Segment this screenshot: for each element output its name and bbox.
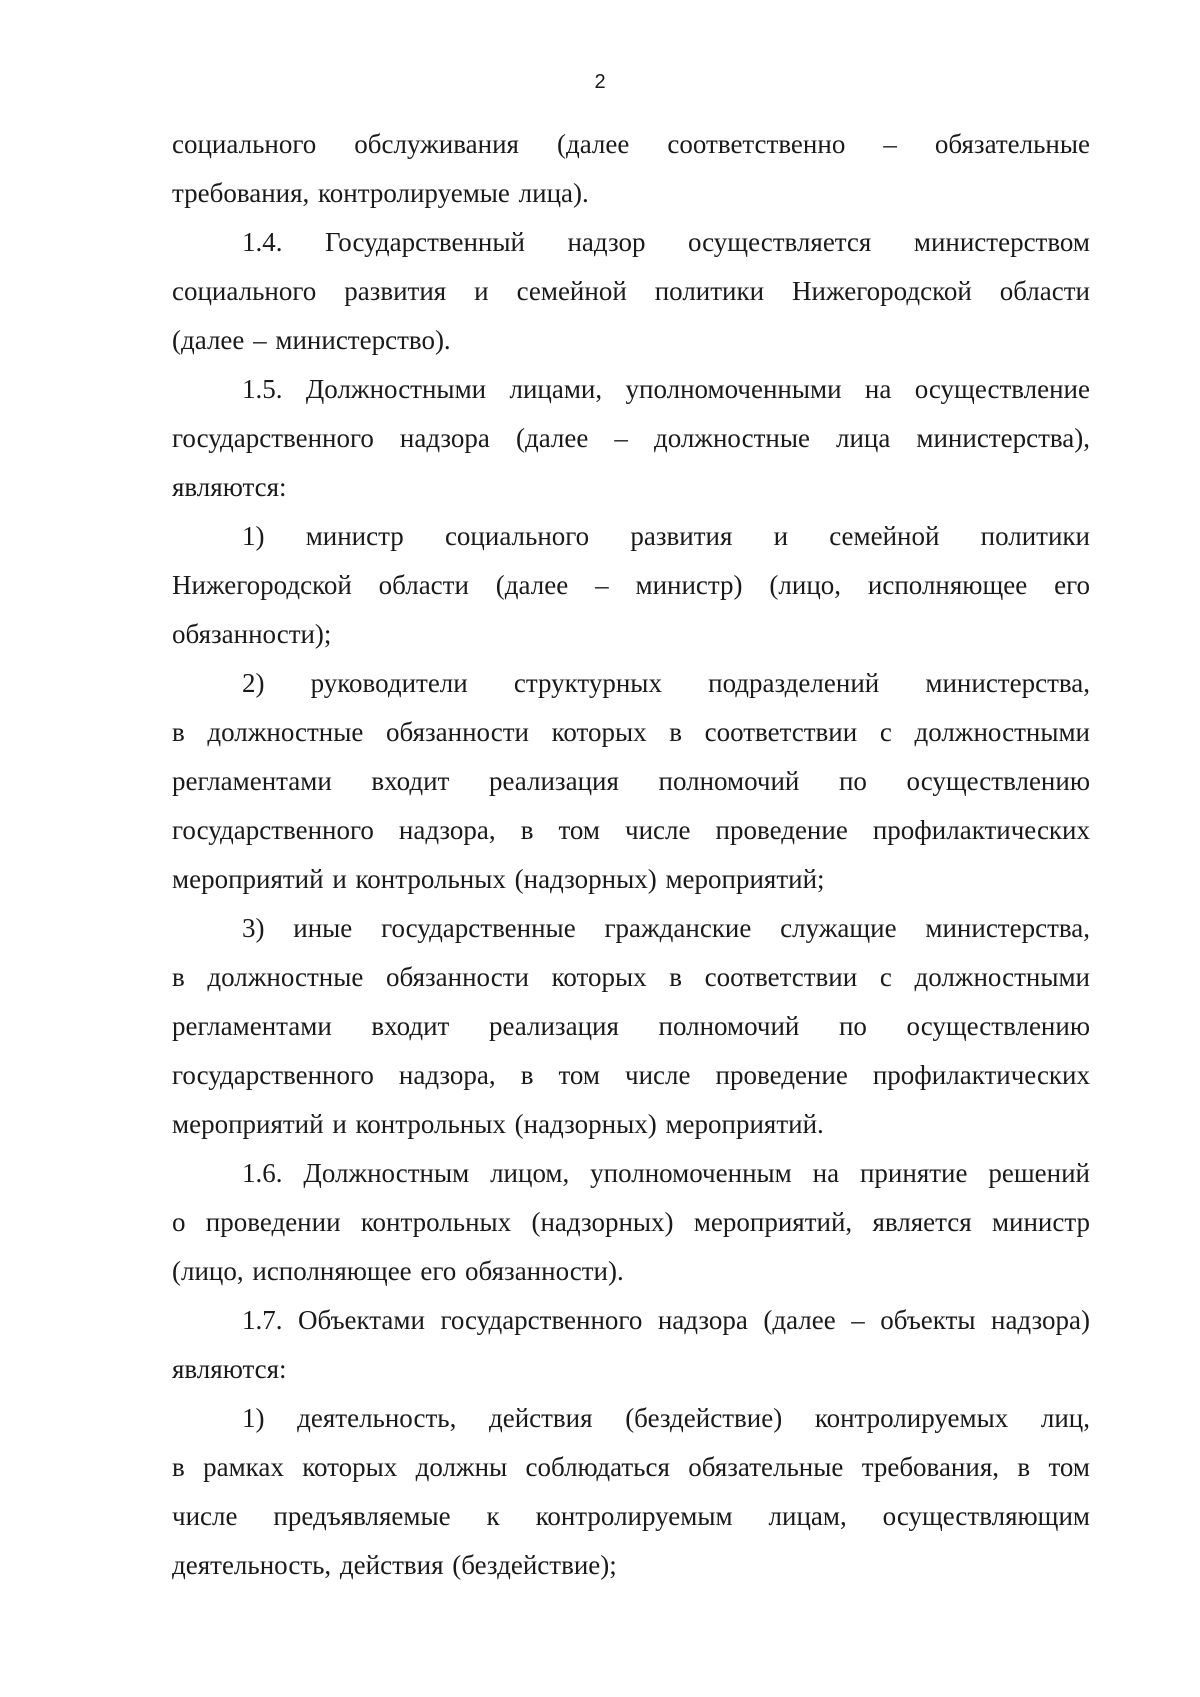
text-line: в должностные обязанности которых в соответствии с должностными: [172, 962, 1090, 992]
text-line: требования, контролируемые лица).: [172, 178, 589, 208]
text-line: 1) министр социального развития и семейной политики: [242, 521, 1090, 551]
text-line: являются:: [172, 1354, 287, 1384]
paragraph: [172, 218, 1090, 365]
text-line: являются:: [172, 472, 287, 502]
text-line: 3) иные государственные гражданские служащие министерства,: [242, 913, 1090, 943]
text-line: государственного надзора, в том числе проведение профилактических: [172, 1060, 1090, 1090]
text-line: (лицо, исполняющее его обязанности).: [172, 1256, 624, 1286]
text-line: социального развития и семейной политики Нижегородской области: [172, 276, 1090, 306]
text-line: (далее – министерство).: [172, 325, 451, 355]
text-line: в рамках которых должны соблюдаться обязательные требования, в том: [172, 1452, 1090, 1482]
paragraph: [172, 1394, 1090, 1590]
text-line: 1.7. Объектами государственного надзора (далее – объекты надзора): [242, 1305, 1090, 1335]
text-line: Нижегородской области (далее – министр) (лицо, исполняющее его: [172, 570, 1090, 600]
paragraph: [172, 1296, 1090, 1394]
text-line: социального обслуживания (далее соответственно – обязательные: [172, 129, 1090, 159]
text-line: мероприятий и контрольных (надзорных) мероприятий;: [172, 864, 825, 894]
text-line: 2) руководители структурных подразделений министерства,: [242, 668, 1090, 698]
paragraph: [172, 365, 1090, 512]
text-line: в должностные обязанности которых в соответствии с должностными: [172, 717, 1090, 747]
text-line: о проведении контрольных (надзорных) мероприятий, является министр: [172, 1207, 1090, 1237]
text-line: регламентами входит реализация полномочий по осуществлению: [172, 1011, 1090, 1041]
document-body: [172, 120, 1090, 1590]
page-number: 2: [594, 71, 606, 93]
text-line: числе предъявляемые к контролируемым лицам, осуществляющим: [172, 1501, 1090, 1531]
paragraph: [172, 659, 1090, 904]
text-line: регламентами входит реализация полномочий по осуществлению: [172, 766, 1090, 796]
text-line: 1.5. Должностными лицами, уполномоченными на осуществление: [242, 374, 1090, 404]
paragraph: [172, 512, 1090, 659]
paragraph: [172, 1149, 1090, 1296]
text-line: 1.4. Государственный надзор осуществляется министерством: [242, 227, 1090, 257]
text-line: государственного надзора (далее – должностные лица министерства),: [172, 423, 1090, 453]
paragraph: [172, 120, 1090, 218]
text-line: деятельность, действия (бездействие);: [172, 1550, 617, 1580]
paragraph: [172, 904, 1090, 1149]
text-line: 1) деятельность, действия (бездействие) контролируемых лиц,: [242, 1403, 1090, 1433]
text-line: обязанности);: [172, 619, 332, 649]
text-line: государственного надзора, в том числе проведение профилактических: [172, 815, 1090, 845]
text-line: мероприятий и контрольных (надзорных) мероприятий.: [172, 1109, 824, 1139]
text-line: 1.6. Должностным лицом, уполномоченным на принятие решений: [242, 1158, 1090, 1188]
